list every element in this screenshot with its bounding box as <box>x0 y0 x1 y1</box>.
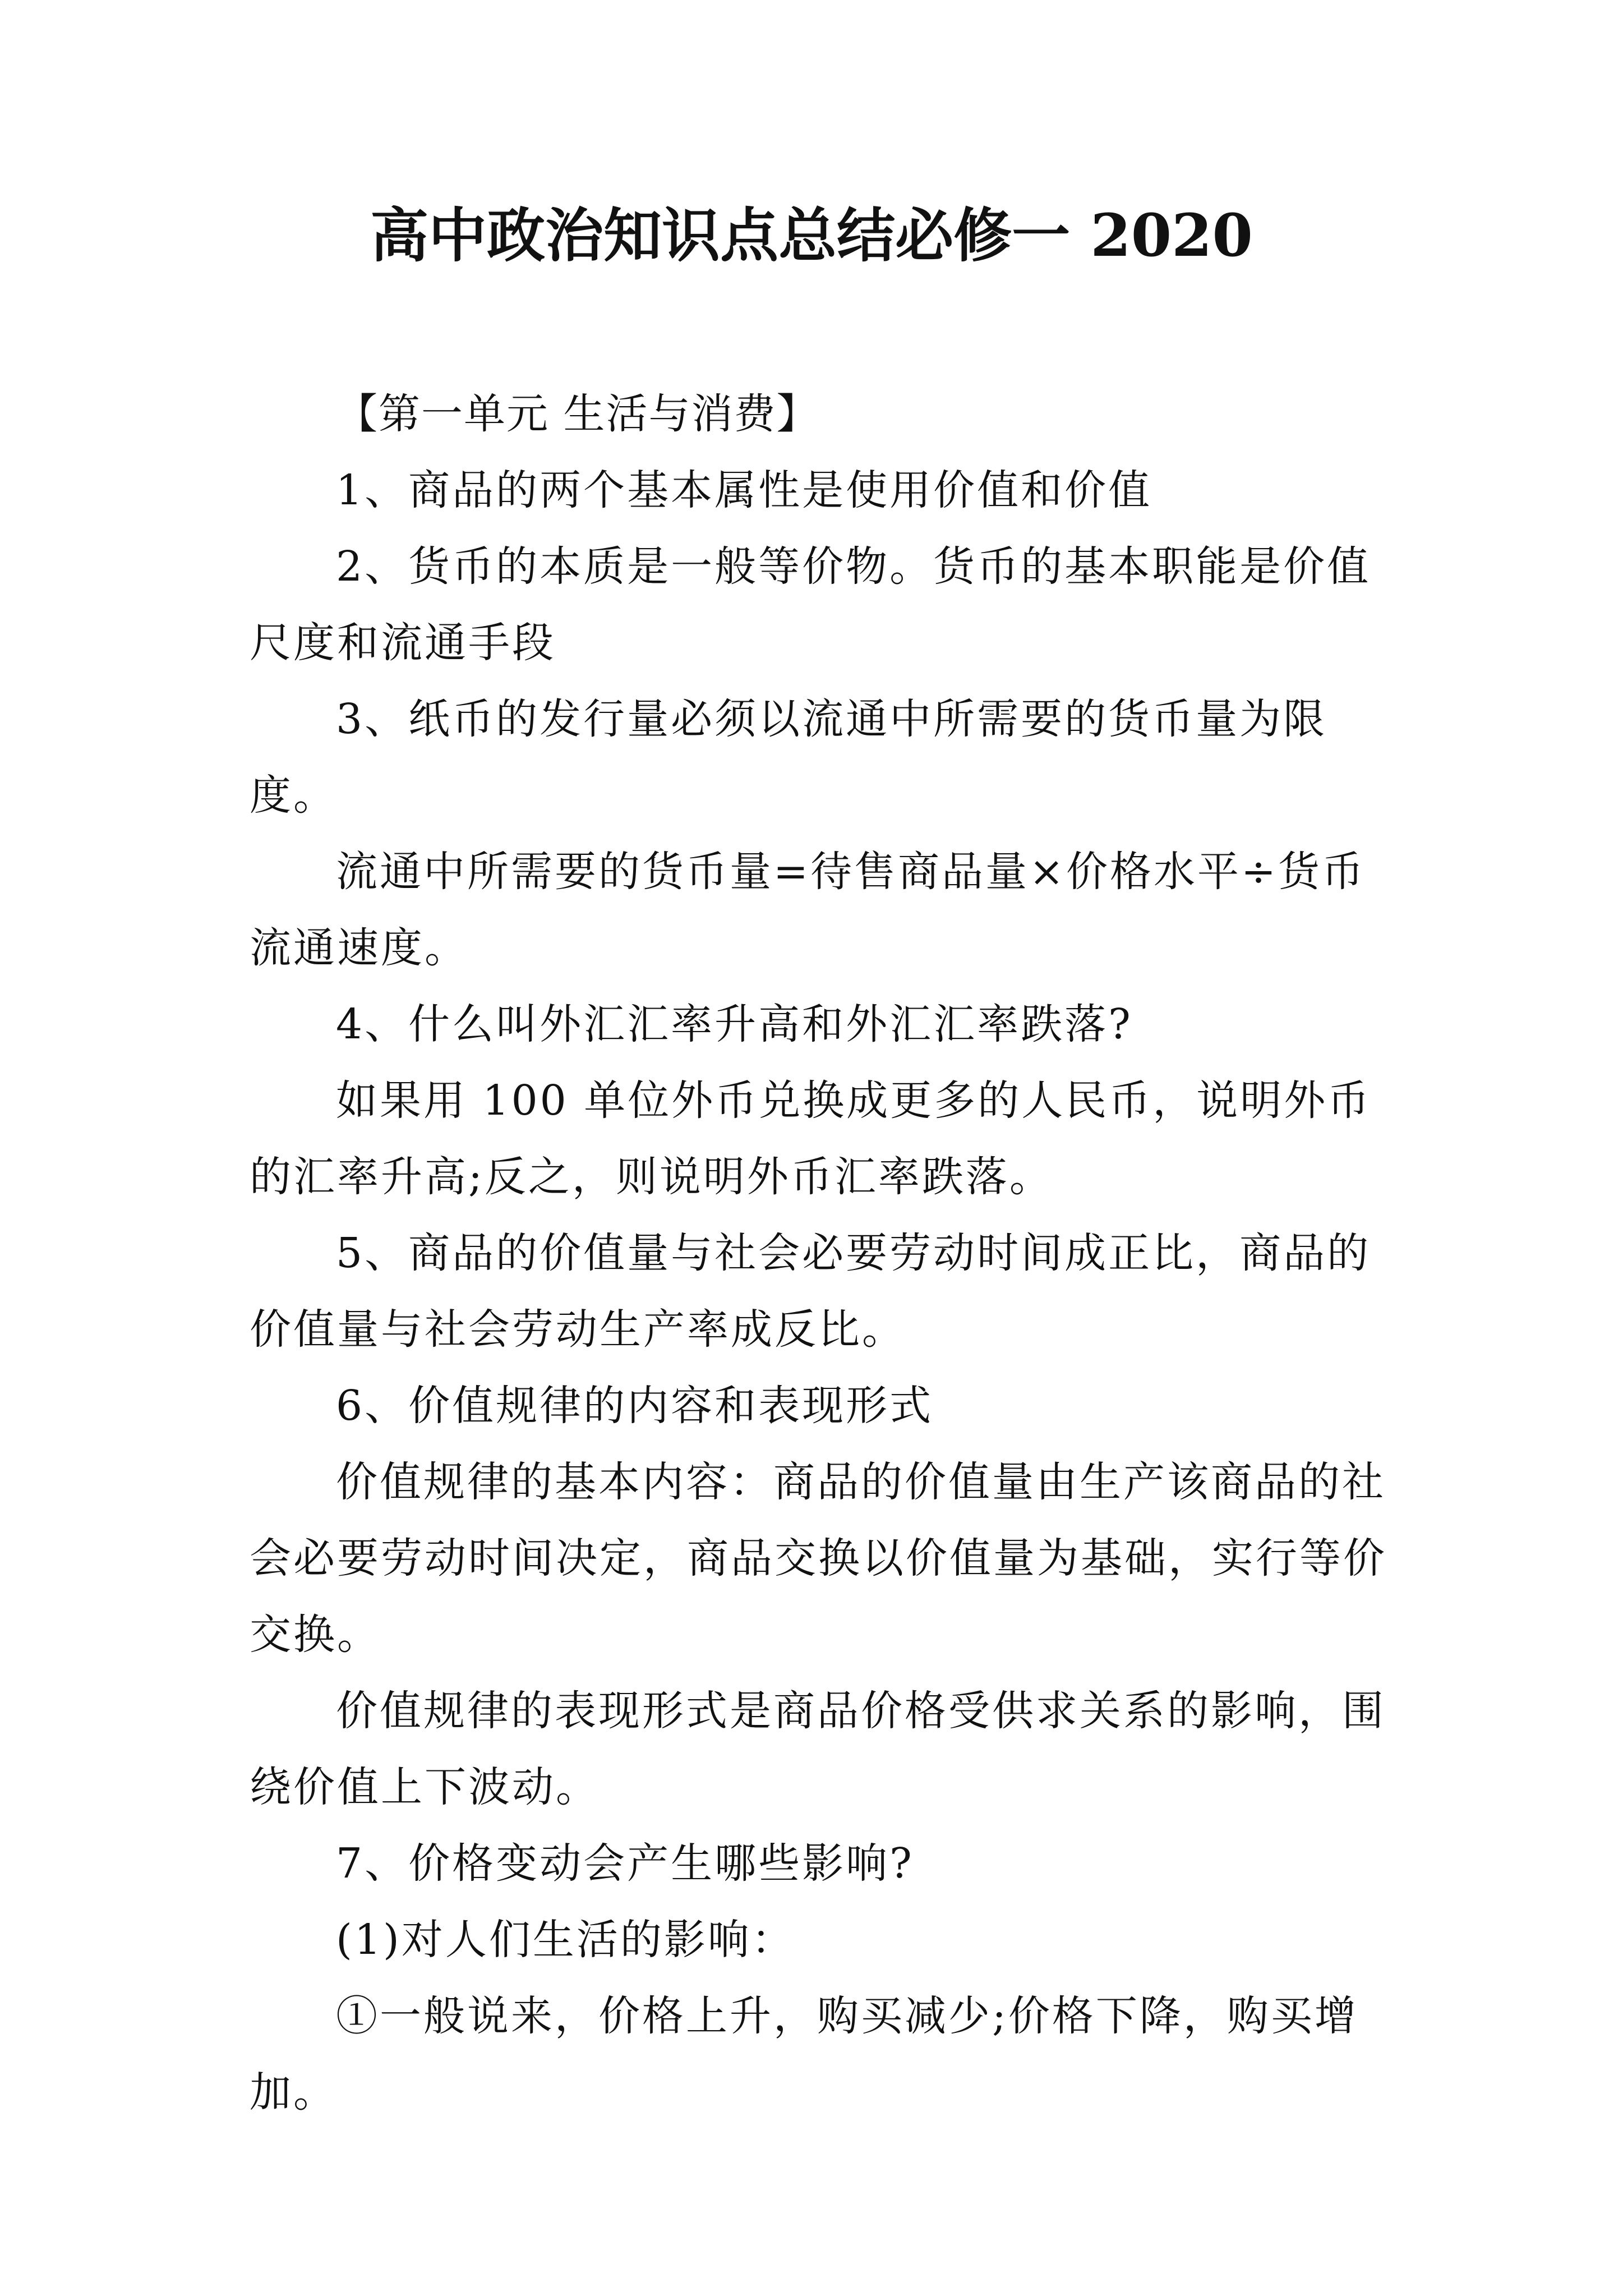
paragraph-2: 2、货币的本质是一般等价物。货币的基本职能是价值尺度和流通手段 <box>250 542 1371 667</box>
paragraph-1: 1、商品的两个基本属性是使用价值和价值 <box>336 466 1152 514</box>
document-body <box>250 376 1388 2131</box>
paragraph-10: 价值规律的表现形式是商品价格受供求关系的影响，围绕价值上下波动。 <box>250 1687 1386 1811</box>
paragraph-9: 价值规律的基本内容：商品的价值量由生产该商品的社会必要劳动时间决定，商品交换以价值量为基础，实行等价交换。 <box>250 1458 1387 1659</box>
paragraph-4: 流通中所需要的货币量=待售商品量×价格水平÷货币流通速度。 <box>250 848 1366 972</box>
paragraph-8: 6、价值规律的内容和表现形式 <box>336 1382 934 1430</box>
paragraph-11: 7、价格变动会产生哪些影响? <box>336 1839 914 1888</box>
paragraph-12: (1)对人们生活的影响： <box>336 1916 795 1964</box>
unit-heading: 【第一单元 生活与消费】 <box>336 390 819 438</box>
paragraph-13: ①一般说来，价格上升，购买减少;价格下降，购买增加。 <box>250 1992 1358 2116</box>
paragraph-7: 5、商品的价值量与社会必要劳动时间成正比，商品的价值量与社会劳动生产率成反比。 <box>250 1229 1371 1354</box>
paragraph-6: 如果用 100 单位外币兑换成更多的人民币，说明外币的汇率升高;反之，则说明外币汇率跌落。 <box>250 1076 1372 1201</box>
document-title: 高中政治知识点总结必修一 2020 <box>370 201 1253 270</box>
paragraph-5: 4、什么叫外汇汇率升高和外汇汇率跌落? <box>336 1000 1133 1048</box>
paragraph-3: 3、纸币的发行量必须以流通中所需要的货币量为限度。 <box>250 695 1327 820</box>
